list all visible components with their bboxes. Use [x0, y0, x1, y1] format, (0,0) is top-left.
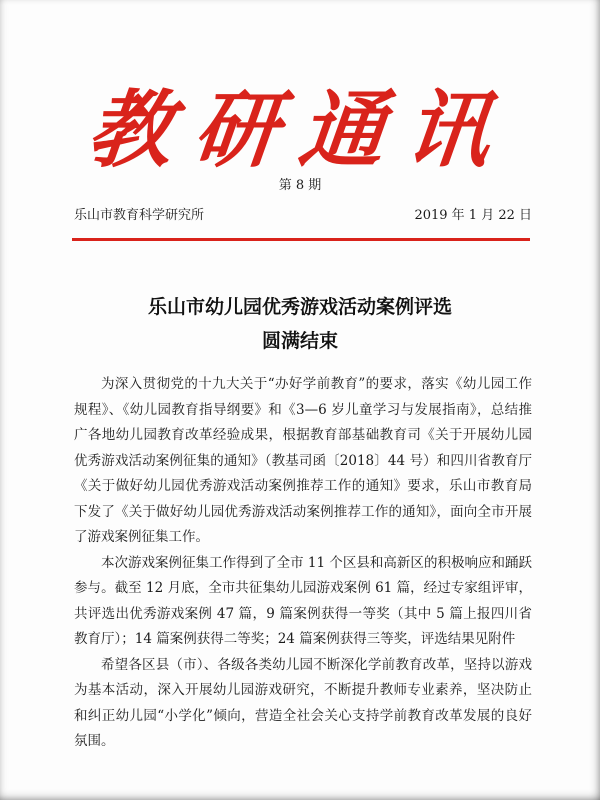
issue-number: 第 8 期	[278, 178, 322, 193]
article-body	[74, 372, 532, 755]
publish-date: 2019 年 1 月 22 日	[414, 208, 532, 223]
paragraph: 希望各区县（市）、各级各类幼儿园不断深化学前教育改革，坚持以游戏为基本活动，深入开展幼儿园游戏研究，不断提升教师专业素养，坚决防止和纠正幼儿园“小学化”倾向，营造全社会关心支持学前教育改革发展的良好氛围。	[74, 656, 532, 749]
paragraph: 为深入贯彻党的十九大关于“办好学前教育”的要求，落实《幼儿园工作规程》、《幼儿园教育指导纲要》和《3—6 岁儿童学习与发展指南》，总结推广各地幼儿园教育改革经验成果，根据教育部基础教育司《关于开展幼儿园优秀游戏活动案例征集的通知》（教基司函〔2018〕44 号）和四川省教育厅《关于做好幼儿园优秀游戏活动案例推荐工作的通知》要求，乐山市教育局下发了《关于做好幼儿园优秀游戏活动案例推荐工作的通知》，面向全市开展了游戏案例征集工作。	[74, 376, 532, 545]
article-title-line-1: 乐山市幼儿园优秀游戏活动案例评选	[147, 296, 452, 318]
article-title-line-2: 圆满结束	[261, 330, 338, 352]
masthead-title: 教研通讯	[82, 80, 518, 179]
organization-name: 乐山市教育科学研究所	[74, 208, 205, 223]
article-title	[0, 290, 600, 358]
header-divider	[72, 238, 530, 241]
paragraph: 本次游戏案例征集工作得到了全市 11 个区县和高新区的积极响应和踊跃参与。截至 12 月底，全市共征集幼儿园游戏案例 61 篇，经过专家组评审，共评选出优秀游戏案例 47 篇，9 篇案例获得一等奖（其中 5 篇上报四川省教育厅）；14 篇案例获得二等奖；24 篇案例获得三等奖，评选结果见附件	[74, 554, 532, 647]
